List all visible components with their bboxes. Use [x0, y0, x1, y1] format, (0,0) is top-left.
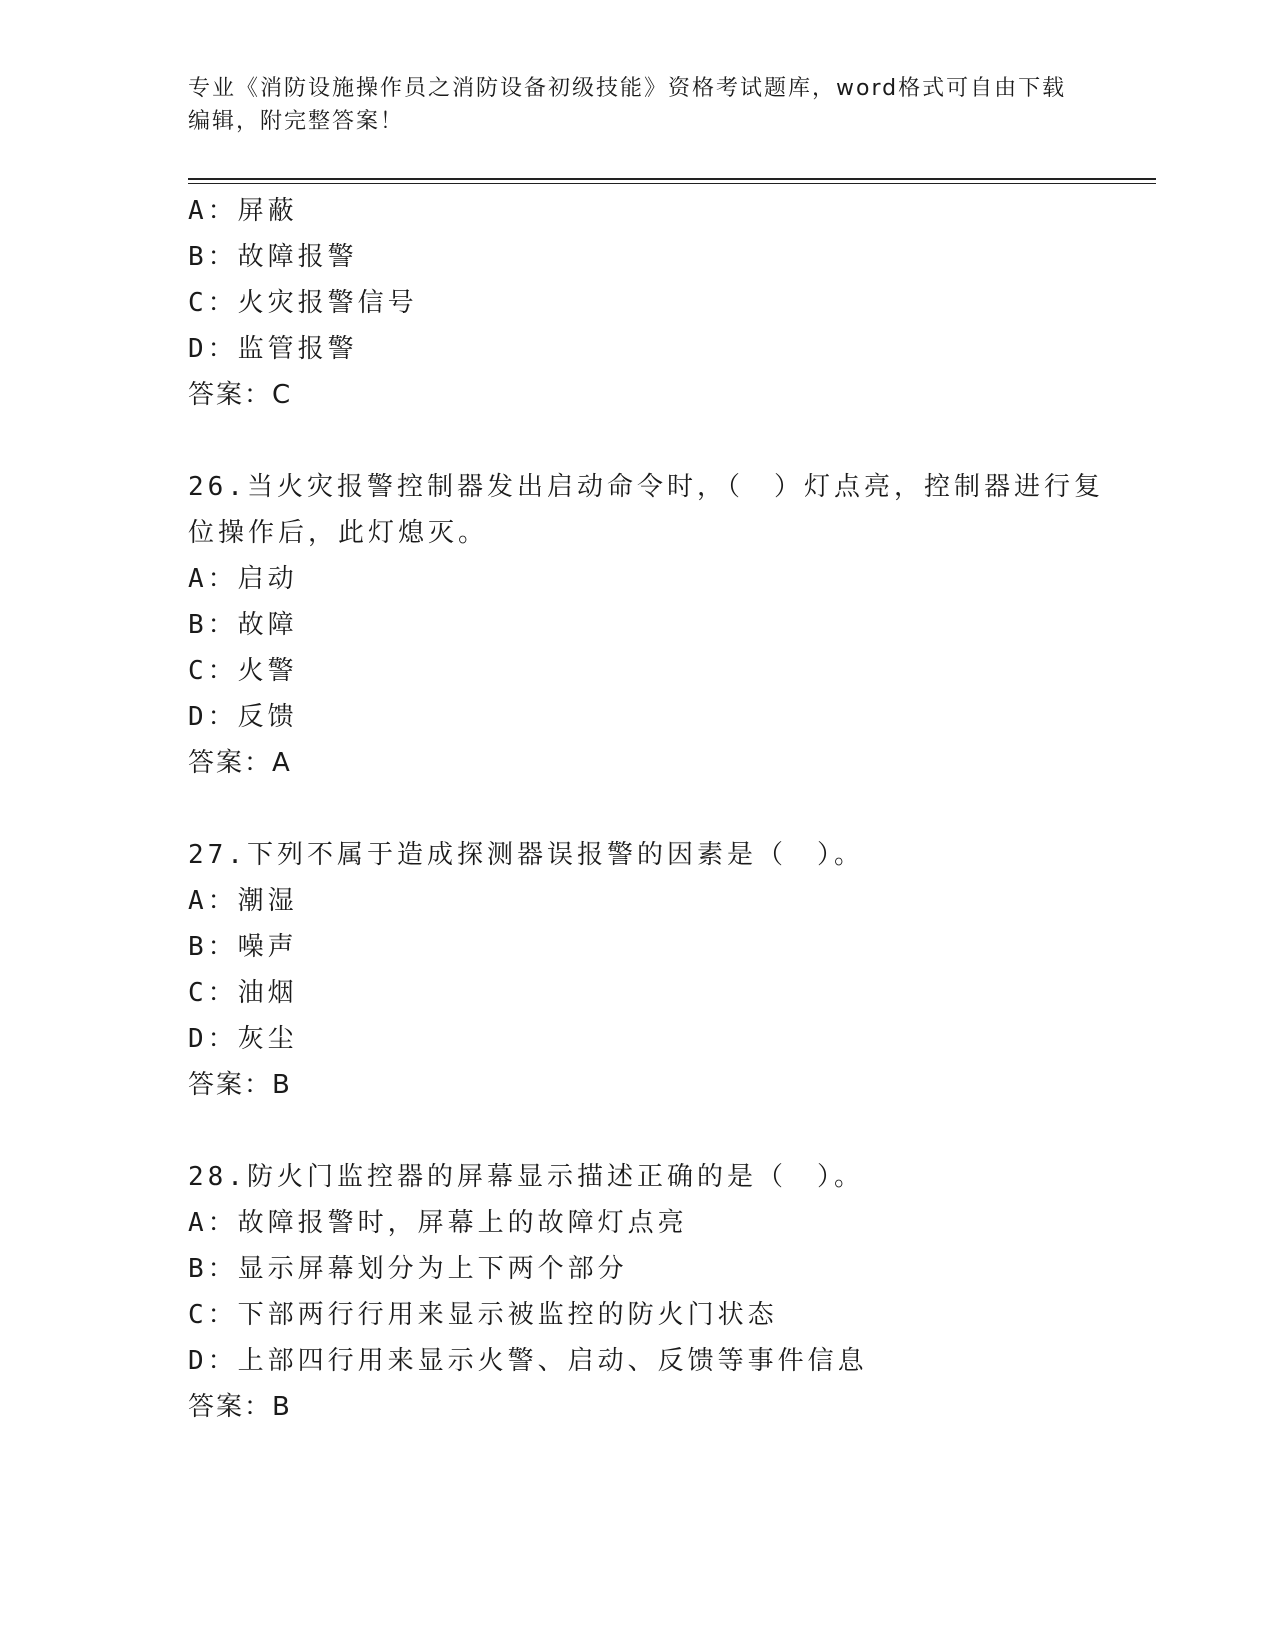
- answer-line: 答案：A: [188, 748, 292, 778]
- option-d: [188, 1338, 1108, 1384]
- option-b: [188, 1246, 1108, 1292]
- option-text: 反馈: [237, 702, 298, 732]
- option-d: [188, 326, 1108, 372]
- option-text: 屏蔽: [237, 196, 298, 226]
- option-text: 故障: [237, 610, 298, 640]
- option-c: [188, 280, 1108, 326]
- option-text: 启动: [237, 564, 298, 594]
- option-key: B：: [188, 610, 238, 640]
- option-text: 灰尘: [237, 1024, 298, 1054]
- question-stem: 26.当火灾报警控制器发出启动命令时，（ ）灯点亮，控制器进行复位操作后，此灯熄灭。: [188, 472, 1104, 548]
- option-key: D：: [188, 1024, 238, 1054]
- option-key: B：: [188, 932, 238, 962]
- header-divider-thick: [188, 178, 1156, 180]
- option-text: 上部四行用来显示火警、启动、反馈等事件信息: [237, 1346, 868, 1376]
- option-text: 火灾报警信号: [237, 288, 418, 318]
- question-block-28: [188, 1154, 1108, 1430]
- option-key: B：: [188, 1254, 238, 1284]
- question-block-26: [188, 464, 1108, 786]
- option-d: [188, 1016, 1108, 1062]
- option-key: C：: [188, 1300, 238, 1330]
- option-key: A：: [188, 1208, 238, 1238]
- option-a: [188, 878, 1108, 924]
- option-text: 火警: [237, 656, 298, 686]
- option-b: [188, 602, 1108, 648]
- option-c: [188, 1292, 1108, 1338]
- option-text: 显示屏幕划分为上下两个部分: [237, 1254, 628, 1284]
- option-text: 故障报警时，屏幕上的故障灯点亮: [237, 1208, 688, 1238]
- option-b: [188, 924, 1108, 970]
- option-key: C：: [188, 978, 238, 1008]
- option-text: 监管报警: [237, 334, 358, 364]
- option-b: [188, 234, 1108, 280]
- option-text: 油烟: [237, 978, 298, 1008]
- option-a: [188, 556, 1108, 602]
- option-d: [188, 694, 1108, 740]
- option-text: 噪声: [237, 932, 298, 962]
- answer-line: 答案：B: [188, 1070, 292, 1100]
- option-key: B：: [188, 242, 238, 272]
- option-c: [188, 648, 1108, 694]
- question-block-27: [188, 832, 1108, 1108]
- answer-line: 答案：B: [188, 1392, 292, 1422]
- option-a: [188, 188, 1108, 234]
- option-a: [188, 1200, 1108, 1246]
- spacer: [188, 1108, 1108, 1154]
- option-text: 下部两行行用来显示被监控的防火门状态: [237, 1300, 778, 1330]
- option-key: A：: [188, 196, 238, 226]
- option-key: D：: [188, 334, 238, 364]
- header-divider-thin: [188, 183, 1156, 184]
- answer-line: 答案：C: [188, 380, 293, 410]
- option-key: A：: [188, 564, 238, 594]
- option-key: C：: [188, 656, 238, 686]
- question-block-prev: [188, 188, 1108, 418]
- document-header: 专业《消防设施操作员之消防设备初级技能》资格考试题库，word格式可自由下载编辑，附完整答案！: [188, 76, 1067, 134]
- option-c: [188, 970, 1108, 1016]
- spacer: [188, 418, 1108, 464]
- option-text: 潮湿: [237, 886, 298, 916]
- option-text: 故障报警: [237, 242, 358, 272]
- option-key: C：: [188, 288, 238, 318]
- option-key: D：: [188, 702, 238, 732]
- question-list: [188, 188, 1108, 1430]
- option-key: D：: [188, 1346, 238, 1376]
- question-stem: 27.下列不属于造成探测器误报警的因素是（ ）。: [188, 840, 864, 870]
- question-stem: 28.防火门监控器的屏幕显示描述正确的是（ ）。: [188, 1162, 864, 1192]
- option-key: A：: [188, 886, 238, 916]
- spacer: [188, 786, 1108, 832]
